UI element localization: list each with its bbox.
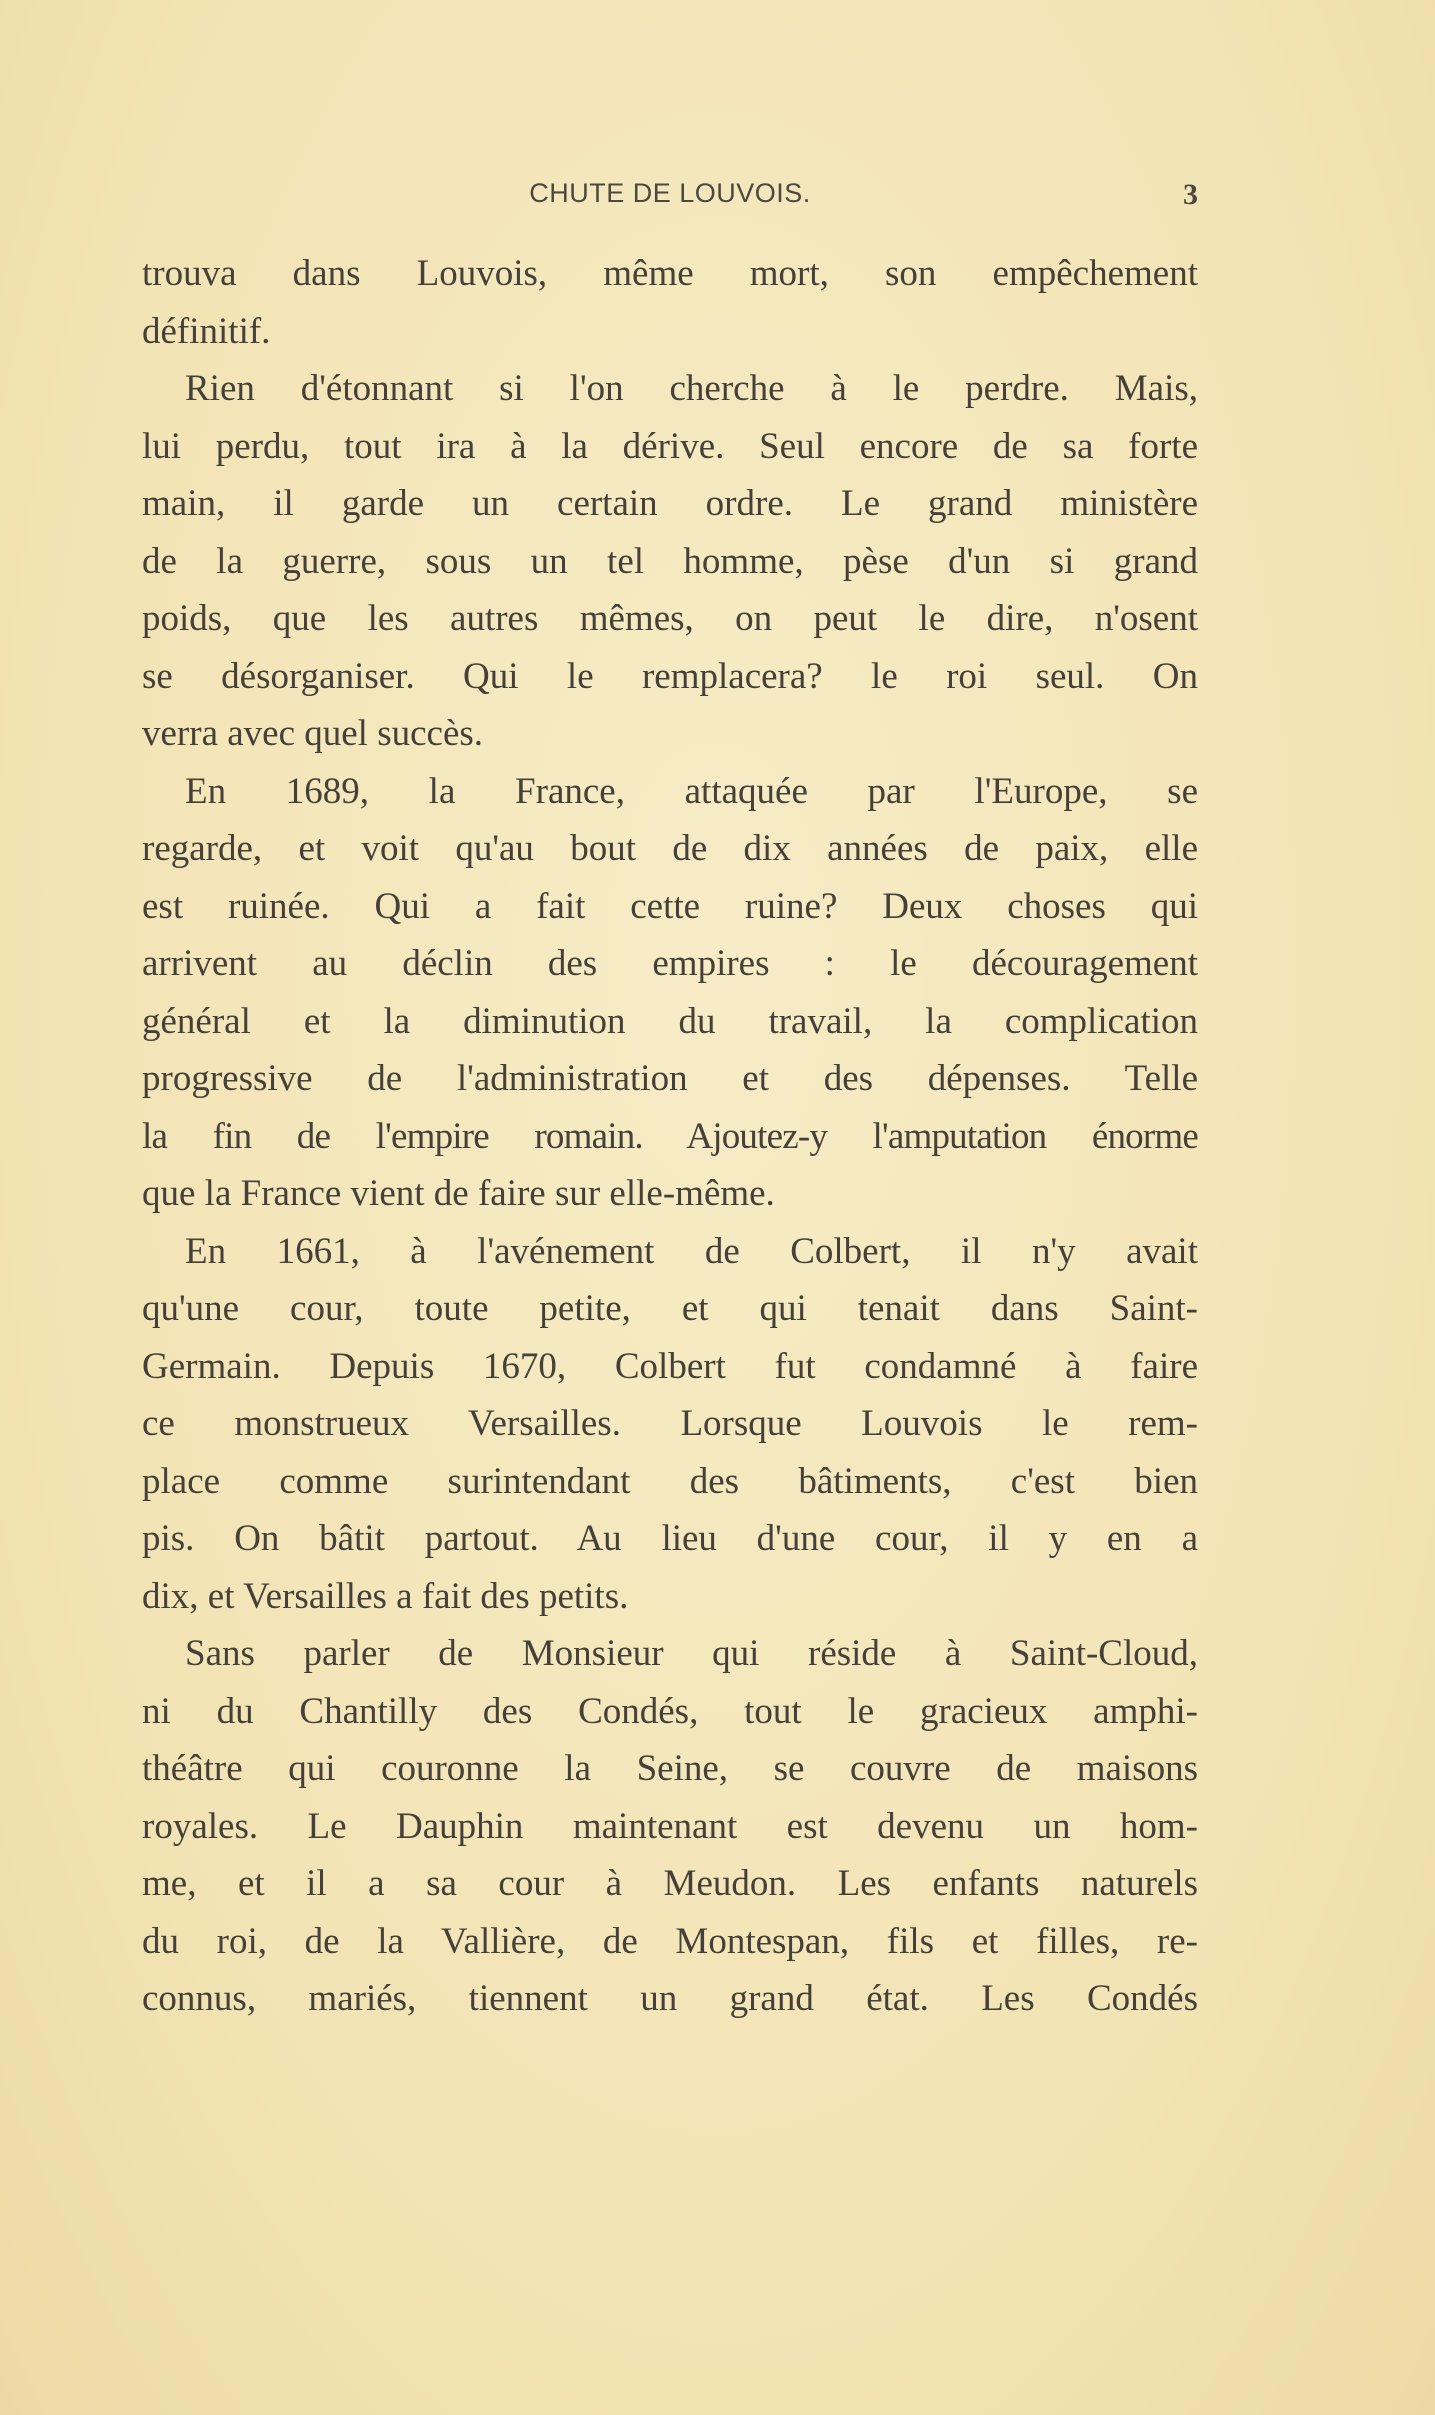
text-line: définitif. [142, 310, 271, 352]
text-line: verra avec quel succès. [142, 713, 484, 754]
text-line: Germain. Depuis 1670, Colbert fut condamné à faire [142, 1345, 1198, 1387]
text-line: est ruinée. Qui a fait cette ruine? Deux choses qui [142, 885, 1198, 927]
page-header [142, 178, 1198, 218]
text-line: progressive de l'administration et des dépenses. Telle [142, 1058, 1198, 1099]
text-line: qu'une cour, toute petite, et qui tenait dans Saint- [142, 1288, 1198, 1329]
page-number: 3 [1183, 178, 1198, 211]
text-line: Sans parler de Monsieur qui réside à Saint-Cloud, [185, 1633, 1198, 1674]
text-line: général et la diminution du travail, la complication [142, 1000, 1198, 1042]
text-line: que la France vient de faire sur elle-même. [142, 1173, 775, 1214]
text-line: royales. Le Dauphin maintenant est devenu un hom- [142, 1805, 1198, 1847]
text-line: place comme surintendant des bâtiments, c'est bien [142, 1460, 1198, 1502]
text-line: se désorganiser. Qui le remplacera? le roi seul. On [142, 655, 1198, 697]
text-line: En 1689, la France, attaquée par l'Europe, se [185, 770, 1198, 812]
text-line: la fin de l'empire romain. Ajoutez-y l'amputation énorme [142, 1115, 1198, 1157]
text-line: poids, que les autres mêmes, on peut le dire, n'osent [142, 598, 1198, 639]
text-line: théâtre qui couronne la Seine, se couvre de maisons [142, 1748, 1198, 1789]
text-line: main, il garde un certain ordre. Le grand ministère [142, 483, 1198, 524]
text-line: ce monstrueux Versailles. Lorsque Louvois le rem- [142, 1403, 1198, 1444]
text-line: trouva dans Louvois, même mort, son empêchement [142, 253, 1198, 294]
text-line: dix, et Versailles a fait des petits. [142, 1575, 629, 1617]
text-line: connus, mariés, tiennent un grand état. Les Condés [142, 1978, 1198, 2019]
text-line: du roi, de la Vallière, de Montespan, fils et filles, re- [142, 1920, 1198, 1962]
text-line: En 1661, à l'avénement de Colbert, il n'y avait [185, 1230, 1198, 1272]
text-line: arrivent au déclin des empires : le découragement [142, 943, 1198, 984]
page-body-text [142, 245, 1198, 2028]
text-line: pis. On bâtit partout. Au lieu d'une cour, il y en a [142, 1518, 1198, 1559]
text-line: regarde, et voit qu'au bout de dix années de paix, elle [142, 828, 1198, 869]
text-line: me, et il a sa cour à Meudon. Les enfants naturels [142, 1863, 1198, 1904]
text-line: de la guerre, sous un tel homme, pèse d'un si grand [142, 540, 1198, 582]
running-title: CHUTE DE LOUVOIS. [529, 178, 811, 208]
text-line: ni du Chantilly des Condés, tout le gracieux amphi- [142, 1690, 1198, 1732]
text-line: Rien d'étonnant si l'on cherche à le perdre. Mais, [185, 368, 1198, 409]
text-line: lui perdu, tout ira à la dérive. Seul encore de sa forte [142, 425, 1198, 467]
